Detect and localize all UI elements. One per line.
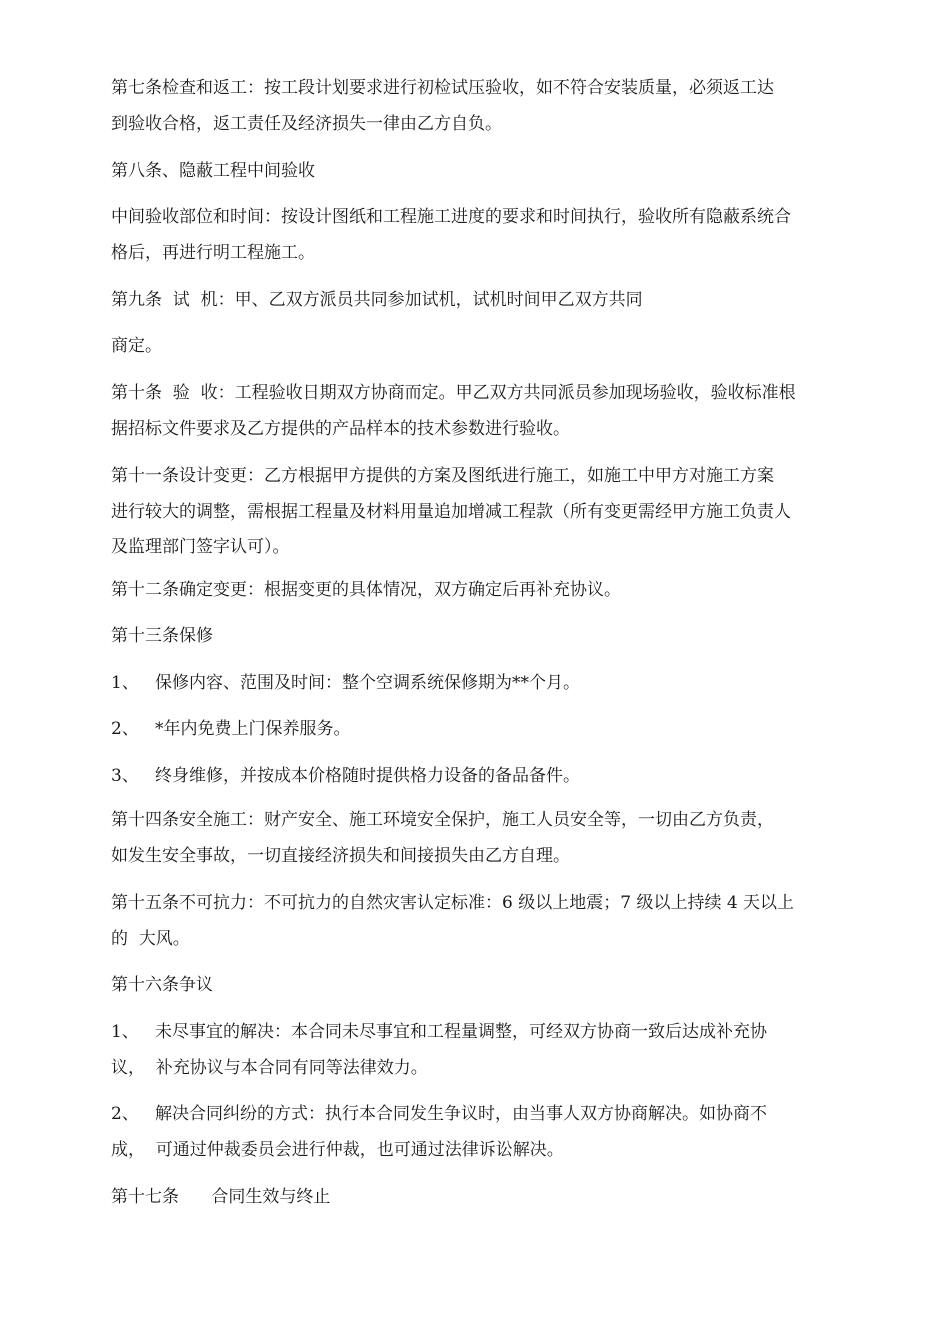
clause-16-item-2-line-1: 2、 解决合同纠纷的方式：执行本合同发生争议时，由当事人双方协商解决。如协商不	[111, 1104, 768, 1124]
clause-13-heading: 第十三条保修	[111, 626, 213, 646]
clause-7-line-2: 到验收合格，返工责任及经济损失一律由乙方自负。	[111, 114, 502, 134]
clause-8-heading: 第八条、隐蔽工程中间验收	[111, 161, 315, 181]
clause-11-line-3: 及监理部门签字认可）。	[111, 537, 290, 557]
clause-11-line-1: 第十一条设计变更：乙方根据甲方提供的方案及图纸进行施工，如施工中甲方对施工方案	[111, 466, 774, 486]
clause-17-heading: 第十七条 合同生效与终止	[111, 1187, 331, 1207]
clause-16-item-1-line-1: 1、 未尽事宜的解决：本合同未尽事宜和工程量调整，可经双方协商一致后达成补充协	[111, 1022, 768, 1042]
clause-15-line-2: 的 大风。	[111, 929, 190, 949]
clause-12-line: 第十二条确定变更：根据变更的具体情况，双方确定后再补充协议。	[111, 580, 621, 600]
clause-13-item-3: 3、 终身维修，并按成本价格随时提供格力设备的备品备件。	[111, 766, 581, 786]
clause-8-line-2: 格后，再进行明工程施工。	[111, 243, 315, 263]
clause-7-line-1: 第七条检查和返工：按工段计划要求进行初检试压验收，如不符合安装质量，必须返工达	[111, 78, 774, 98]
clause-13-item-2: 2、 *年内免费上门保养服务。	[111, 719, 351, 739]
clause-16-heading: 第十六条争议	[111, 975, 213, 995]
clause-16-item-1-line-2: 议， 补充协议与本合同有同等法律效力。	[111, 1058, 428, 1078]
clause-8-line-1: 中间验收部位和时间：按设计图纸和工程施工进度的要求和时间执行，验收所有隐蔽系统合	[111, 207, 791, 227]
clause-14-line-1: 第十四条安全施工：财产安全、施工环境安全保护，施工人员安全等，一切由乙方负责，	[111, 810, 774, 830]
clause-14-line-2: 如发生安全事故，一切直接经济损失和间接损失由乙方自理。	[111, 846, 570, 866]
clause-13-item-1: 1、 保修内容、范围及时间：整个空调系统保修期为**个月。	[111, 673, 581, 693]
clause-16-item-2-line-2: 成， 可通过仲裁委员会进行仲裁，也可通过法律诉讼解决。	[111, 1140, 564, 1160]
clause-15-line-1: 第十五条不可抗力：不可抗力的自然灾害认定标准：6 级以上地震；7 级以上持续 4 天以上	[111, 893, 795, 913]
clause-10-line-1: 第十条 验 收：工程验收日期双方协商而定。甲乙双方共同派员参加现场验收，验收标准根	[111, 383, 796, 403]
clause-9-line-1: 第九条 试 机：甲、乙双方派员共同参加试机，试机时间甲乙双方共同	[111, 290, 643, 310]
clause-9-line-2: 商定。	[111, 336, 162, 356]
clause-11-line-2: 进行较大的调整，需根据工程量及材料用量追加增减工程款（所有变更需经甲方施工负责人	[111, 502, 791, 522]
clause-10-line-2: 据招标文件要求及乙方提供的产品样本的技术参数进行验收。	[111, 419, 570, 439]
